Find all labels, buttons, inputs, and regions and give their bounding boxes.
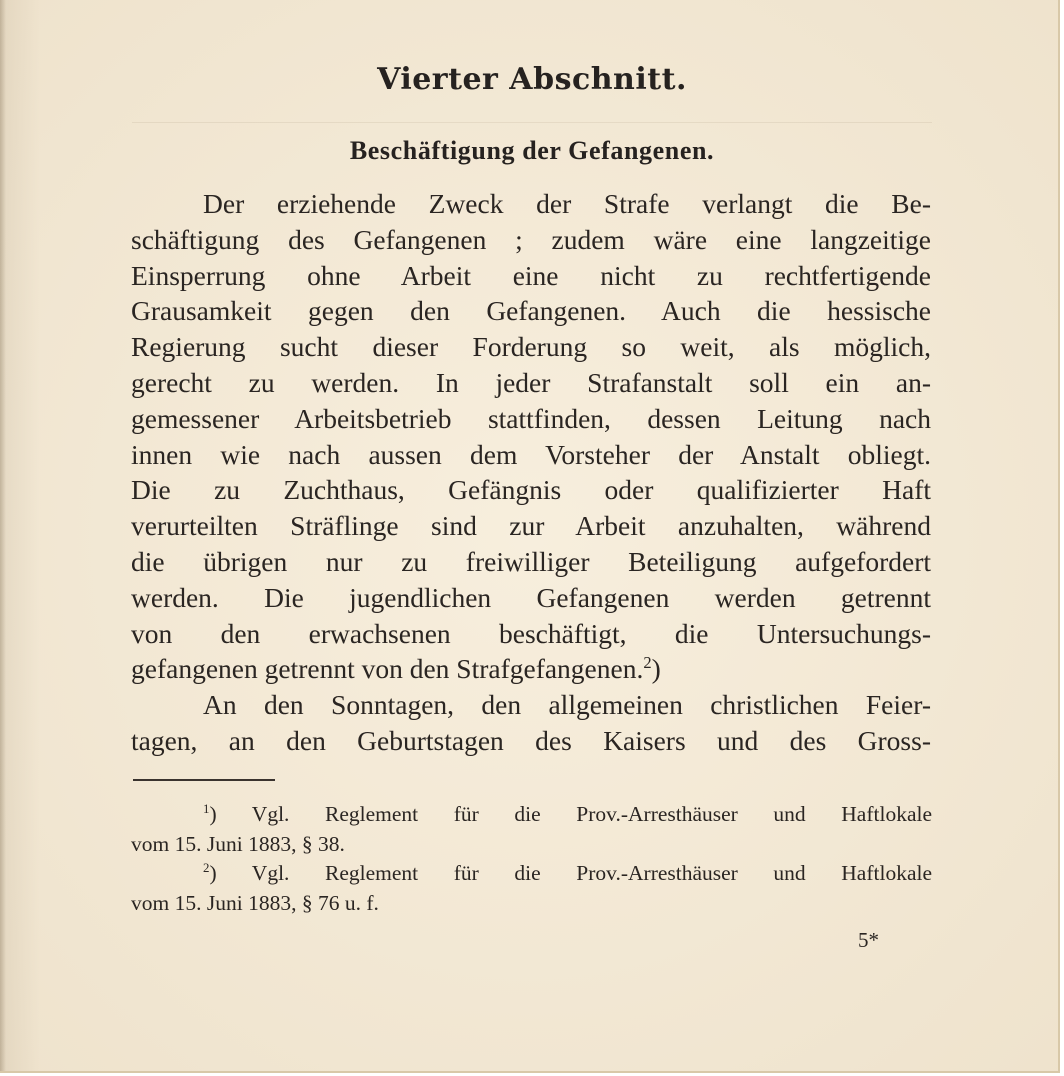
- paragraph-line: schäftigung des Gefangenen ; zudem wäre eine langzeitige: [131, 223, 931, 255]
- paragraph-line: werden. Die jugendlichen Gefangenen werden getrennt: [131, 581, 931, 613]
- paragraph-line: Grausamkeit gegen den Gefangenen. Auch die hessische: [131, 295, 931, 327]
- section-subheading: Beschäftigung der Gefangenen.: [349, 136, 715, 165]
- bleed-through-rule: [132, 122, 932, 123]
- paragraph-line: verurteilten Sträflinge sind zur Arbeit anzuhalten, während: [131, 510, 931, 542]
- footnote-divider: [133, 779, 275, 781]
- body-text: [131, 186, 931, 759]
- paragraph-last-line: [131, 651, 931, 687]
- footnote-text: ) Vgl. Reglement für die Prov.-Arresthäuser und Haftlokale: [209, 802, 932, 826]
- paragraph-line: Der erziehende Zweck der Strafe verlangt die Be-: [203, 188, 931, 219]
- footnote-1-line-1: [131, 800, 932, 830]
- page-number: 5*: [858, 928, 879, 952]
- footnote-reference: 2: [643, 653, 652, 673]
- paragraph-line: Regierung sucht dieser Forderung so weit, als möglich,: [131, 331, 931, 363]
- paragraph-line: gemessener Arbeitsbetrieb stattfinden, dessen Leitung nach: [131, 402, 931, 434]
- paragraph-line: tagen, an den Geburtstagen des Kaisers und des Gross-: [131, 724, 931, 756]
- footnotes: [131, 800, 932, 918]
- paragraph-line: Die zu Zuchthaus, Gefängnis oder qualifizierter Haft: [131, 474, 931, 506]
- paragraph-line-text: gefangenen getrennt von den Strafgefangenen.: [131, 653, 644, 685]
- paragraph-line: An den Sonntagen, den allgemeinen christlichen Feier-: [203, 689, 931, 721]
- footnote-marker: 2: [203, 860, 210, 875]
- paragraph-line: von den erwachsenen beschäftigt, die Untersuchungs-: [131, 617, 931, 649]
- paragraph-line: innen wie nach aussen dem Vorsteher der Anstalt obliegt.: [131, 438, 931, 470]
- footnote-marker: 1: [203, 801, 210, 816]
- footnote-reference-close: ): [651, 653, 661, 685]
- footnote-1-line-2: vom 15. Juni 1883, § 38.: [131, 831, 345, 856]
- paragraph-line: die übrigen nur zu freiwilliger Beteiligung aufgefordert: [131, 545, 931, 577]
- section-heading: Vierter Abschnitt.: [377, 62, 687, 97]
- footnote-2-line-1: [131, 859, 932, 889]
- paragraph-line: gerecht zu werden. In jeder Strafanstalt soll ein an-: [131, 366, 931, 398]
- footnote-text: ) Vgl. Reglement für die Prov.-Arresthäuser und Haftlokale: [209, 861, 932, 885]
- paragraph-line: Einsperrung ohne Arbeit eine nicht zu rechtfertigende: [131, 259, 931, 291]
- footnote-2-line-2: vom 15. Juni 1883, § 76 u. f.: [131, 890, 379, 915]
